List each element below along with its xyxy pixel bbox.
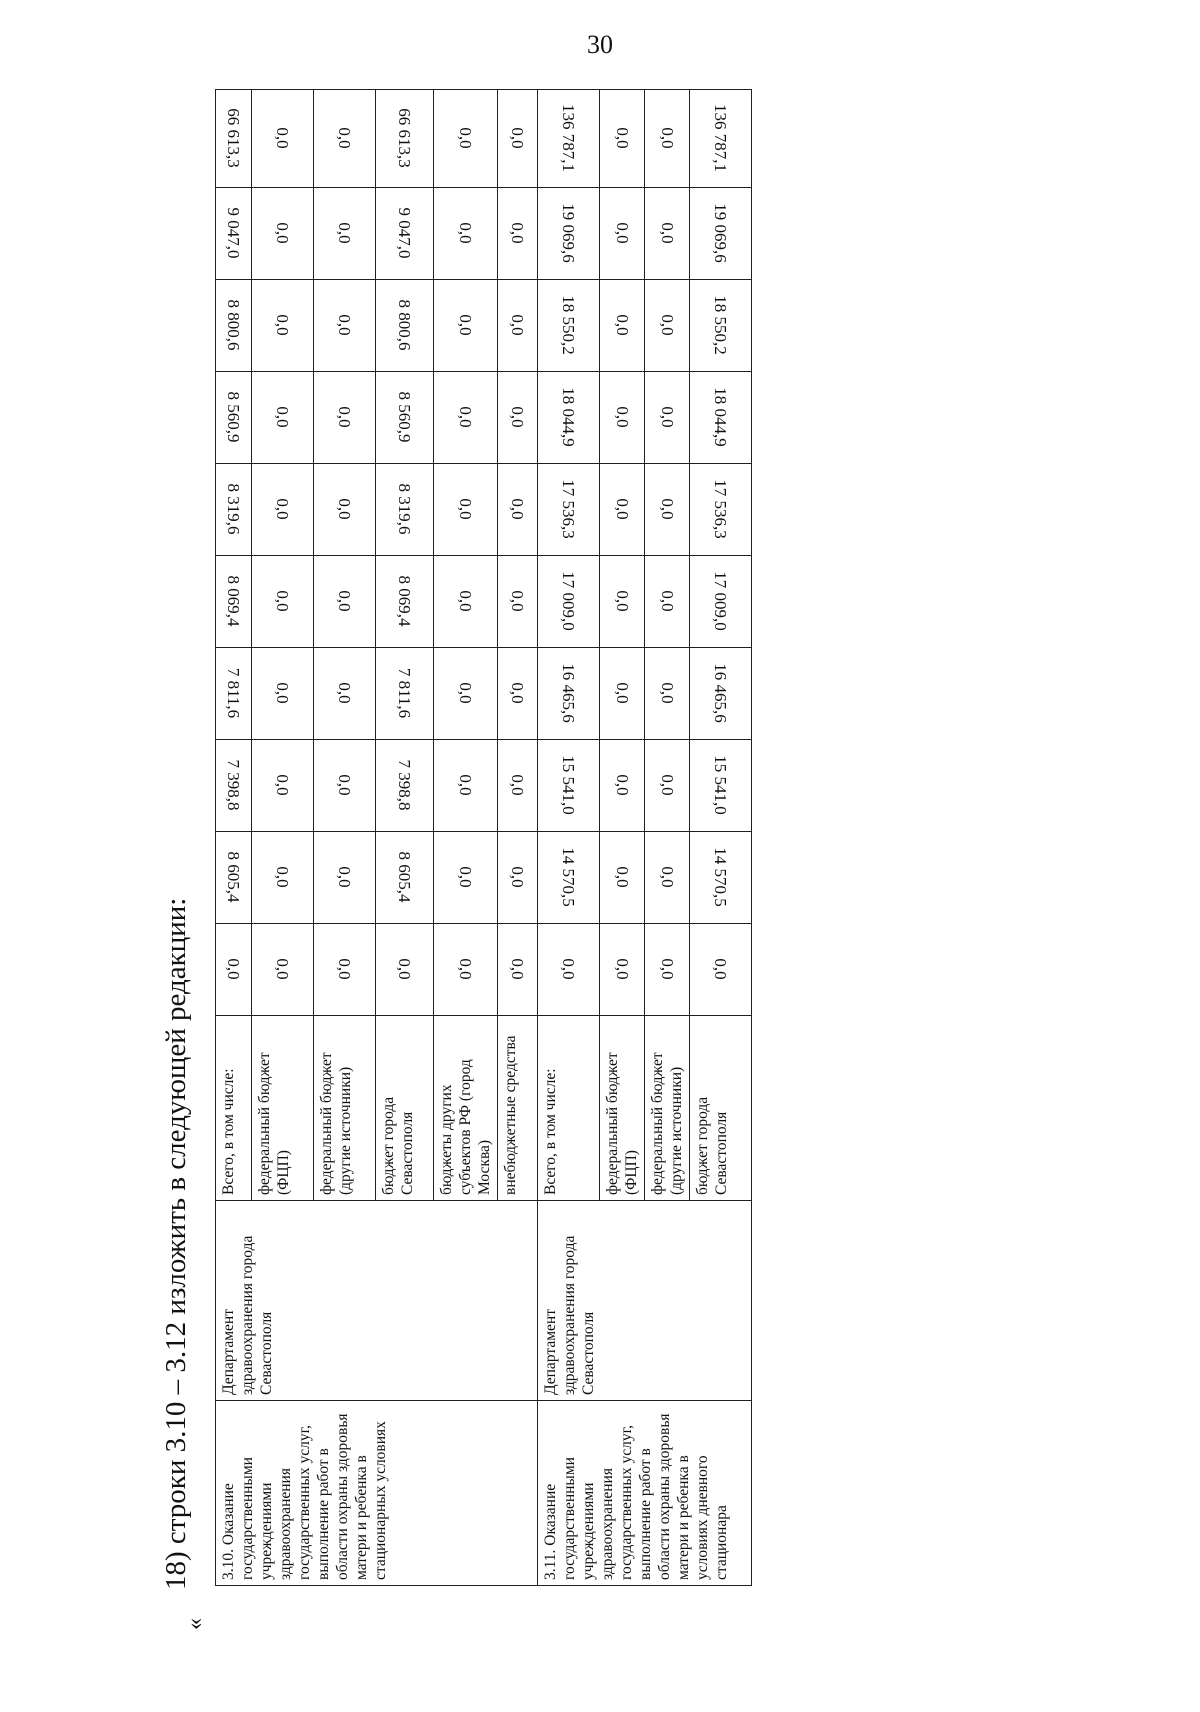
value-cell: 9 047,0: [216, 188, 252, 280]
value-cell: 18 550,2: [690, 280, 752, 372]
value-cell: 0,0: [498, 372, 538, 464]
value-cell: 8 605,4: [216, 832, 252, 924]
value-cell: 8 560,9: [216, 372, 252, 464]
value-cell: 66 613,3: [376, 90, 434, 188]
value-cell: 7 811,6: [216, 648, 252, 740]
value-cell: 0,0: [314, 464, 376, 556]
value-cell: 0,0: [434, 188, 498, 280]
value-cell: 0,0: [498, 740, 538, 832]
value-cell: 0,0: [645, 648, 690, 740]
value-cell: 0,0: [690, 924, 752, 1016]
value-cell: 8 800,6: [376, 280, 434, 372]
value-cell: 16 465,6: [538, 648, 600, 740]
value-cell: 7 811,6: [376, 648, 434, 740]
value-cell: 0,0: [645, 740, 690, 832]
value-cell: 0,0: [645, 372, 690, 464]
value-cell: 19 069,6: [690, 188, 752, 280]
funding-source-cell: внебюджетные средства: [498, 1016, 538, 1201]
funding-source-cell: федеральный бюджет (другие источники): [314, 1016, 376, 1201]
value-cell: 0,0: [600, 556, 645, 648]
value-cell: 0,0: [434, 740, 498, 832]
value-cell: 0,0: [252, 924, 314, 1016]
value-cell: 18 550,2: [538, 280, 600, 372]
value-cell: 0,0: [252, 556, 314, 648]
value-cell: 0,0: [314, 740, 376, 832]
value-cell: 0,0: [645, 90, 690, 188]
value-cell: 0,0: [314, 648, 376, 740]
value-cell: 8 069,4: [216, 556, 252, 648]
value-cell: 15 541,0: [538, 740, 600, 832]
value-cell: 17 009,0: [538, 556, 600, 648]
value-cell: 0,0: [314, 372, 376, 464]
funding-source-cell: Всего, в том числе:: [538, 1016, 600, 1201]
value-cell: 7 398,8: [376, 740, 434, 832]
value-cell: 14 570,5: [690, 832, 752, 924]
value-cell: 0,0: [252, 648, 314, 740]
value-cell: 0,0: [252, 90, 314, 188]
value-cell: 0,0: [434, 924, 498, 1016]
value-cell: 19 069,6: [538, 188, 600, 280]
funding-source-cell: бюджет города Севастополя: [690, 1016, 752, 1201]
executor-cell: Департамент здравоохранения города Севастополя: [538, 1201, 752, 1401]
value-cell: 0,0: [434, 648, 498, 740]
value-cell: 0,0: [498, 90, 538, 188]
value-cell: 0,0: [314, 280, 376, 372]
value-cell: 0,0: [498, 464, 538, 556]
value-cell: 0,0: [216, 924, 252, 1016]
item-cell: 3.10. Оказание государственными учреждениями здравоохранения государственных услуг, выполнение работ в области охраны здоровья матери и ребенка в стационарных условиях: [216, 1401, 538, 1586]
value-cell: 0,0: [538, 924, 600, 1016]
value-cell: 0,0: [600, 832, 645, 924]
value-cell: 0,0: [600, 372, 645, 464]
value-cell: 0,0: [498, 924, 538, 1016]
value-cell: 18 044,9: [538, 372, 600, 464]
value-cell: 0,0: [314, 832, 376, 924]
funding-source-cell: бюджеты других субъектов РФ (город Москва): [434, 1016, 498, 1201]
item-cell: 3.11. Оказание государственными учреждениями здравоохранения государственных услуг, выполнение работ в области охраны здоровья матери и ребенка в условиях дневного стационара: [538, 1401, 752, 1586]
value-cell: 8 800,6: [216, 280, 252, 372]
value-cell: 136 787,1: [538, 90, 600, 188]
value-cell: 8 069,4: [376, 556, 434, 648]
value-cell: 8 560,9: [376, 372, 434, 464]
budget-table: [215, 89, 752, 1586]
value-cell: 0,0: [600, 924, 645, 1016]
value-cell: 14 570,5: [538, 832, 600, 924]
value-cell: 0,0: [498, 280, 538, 372]
value-cell: 0,0: [314, 924, 376, 1016]
value-cell: 0,0: [434, 556, 498, 648]
table-row: [538, 90, 600, 1586]
funding-source-cell: федеральный бюджет (другие источники): [645, 1016, 690, 1201]
value-cell: 18 044,9: [690, 372, 752, 464]
value-cell: 0,0: [600, 740, 645, 832]
opening-quote: «: [182, 1618, 208, 1630]
rotated-landscape-block: [160, 90, 1070, 1630]
value-cell: 0,0: [600, 90, 645, 188]
value-cell: 8 319,6: [216, 464, 252, 556]
executor-cell: Департамент здравоохранения города Севастополя: [216, 1201, 538, 1401]
value-cell: 0,0: [498, 556, 538, 648]
value-cell: 16 465,6: [690, 648, 752, 740]
value-cell: 0,0: [600, 648, 645, 740]
value-cell: 0,0: [252, 832, 314, 924]
value-cell: 9 047,0: [376, 188, 434, 280]
value-cell: 0,0: [434, 464, 498, 556]
table-row: [216, 90, 252, 1586]
value-cell: 0,0: [434, 832, 498, 924]
value-cell: 136 787,1: [690, 90, 752, 188]
value-cell: 0,0: [434, 372, 498, 464]
funding-source-cell: Всего, в том числе:: [216, 1016, 252, 1201]
value-cell: 0,0: [645, 280, 690, 372]
value-cell: 0,0: [645, 556, 690, 648]
value-cell: 17 536,3: [538, 464, 600, 556]
value-cell: 66 613,3: [216, 90, 252, 188]
funding-source-cell: бюджет города Севастополя: [376, 1016, 434, 1201]
value-cell: 0,0: [645, 464, 690, 556]
value-cell: 17 009,0: [690, 556, 752, 648]
value-cell: 0,0: [314, 188, 376, 280]
page-number: 30: [587, 30, 613, 59]
value-cell: 0,0: [252, 372, 314, 464]
value-cell: 0,0: [645, 832, 690, 924]
value-cell: 0,0: [645, 924, 690, 1016]
funding-source-cell: федеральный бюджет (ФЦП): [252, 1016, 314, 1201]
value-cell: 0,0: [252, 464, 314, 556]
value-cell: 8 605,4: [376, 832, 434, 924]
funding-source-cell: федеральный бюджет (ФЦП): [600, 1016, 645, 1201]
value-cell: 0,0: [434, 90, 498, 188]
value-cell: 0,0: [252, 740, 314, 832]
value-cell: 0,0: [314, 90, 376, 188]
value-cell: 0,0: [600, 188, 645, 280]
value-cell: 0,0: [600, 464, 645, 556]
value-cell: 0,0: [314, 556, 376, 648]
value-cell: 0,0: [645, 188, 690, 280]
value-cell: 0,0: [498, 832, 538, 924]
value-cell: 0,0: [498, 188, 538, 280]
value-cell: 0,0: [252, 188, 314, 280]
value-cell: 17 536,3: [690, 464, 752, 556]
value-cell: 15 541,0: [690, 740, 752, 832]
value-cell: 0,0: [434, 280, 498, 372]
value-cell: 0,0: [376, 924, 434, 1016]
value-cell: 0,0: [600, 280, 645, 372]
value-cell: 0,0: [498, 648, 538, 740]
value-cell: 0,0: [252, 280, 314, 372]
section-heading: 18) строки 3.10 – 3.12 изложить в следующей редакции:: [160, 897, 192, 1590]
value-cell: 7 398,8: [216, 740, 252, 832]
value-cell: 8 319,6: [376, 464, 434, 556]
